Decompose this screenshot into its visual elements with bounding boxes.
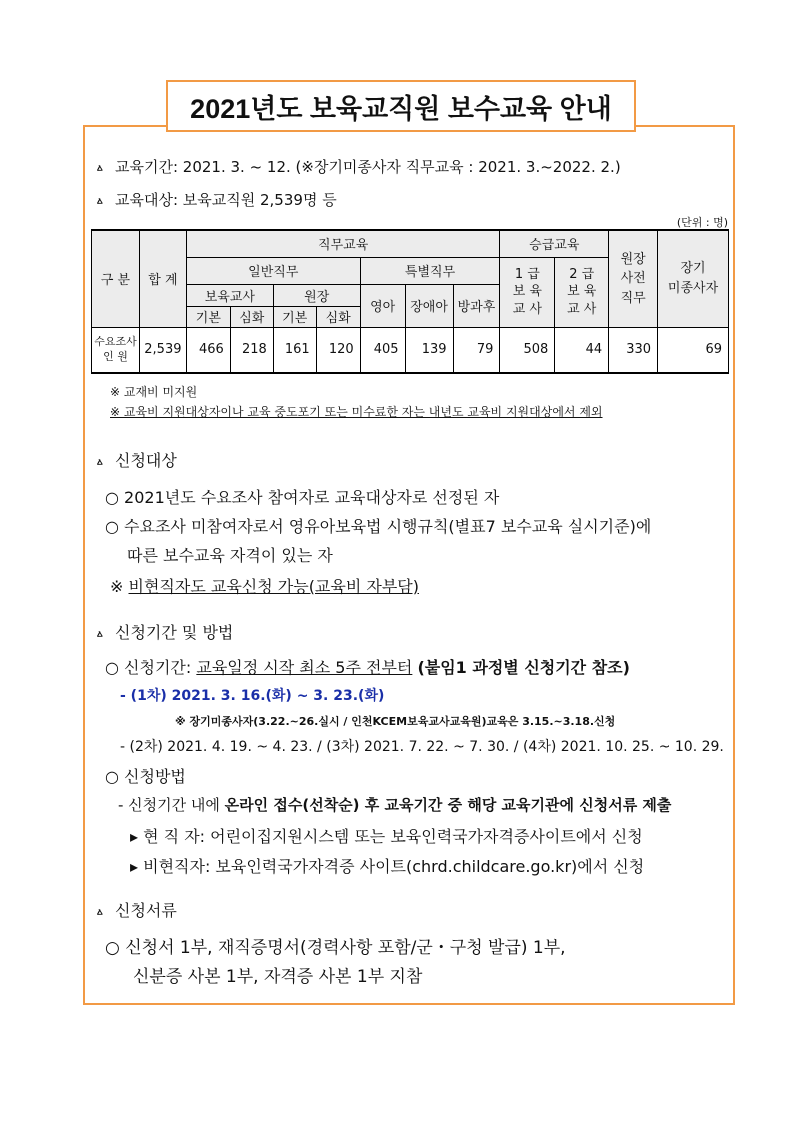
eligibility-item: ○ 수요조사 미참여자로서 영유아보육법 시행규칙(별표7 보수교육 실시기준)에 [105, 517, 652, 536]
header-director: 원장 [273, 284, 360, 306]
header-basic: 기본 [186, 306, 230, 327]
eligibility-item: ○ 2021년도 수요조사 참여자로 교육대상자로 선정된 자 [105, 488, 500, 507]
cell-value: 508 [500, 327, 555, 373]
section-title-application: ㅿ 신청기간 및 방법 [95, 623, 234, 642]
eligibility-item-cont: 따른 보수교육 자격이 있는 자 [127, 546, 333, 565]
header-basic: 기본 [273, 306, 316, 327]
rounds-2-4: - (2차) 2021. 4. 19. ~ 4. 23. / (3차) 2021. 7. 22. ~ 7. 30. / (4차) 2021. 10. 25. ~ 10. 29. [120, 739, 724, 755]
section-marker: ㅿ [95, 630, 105, 641]
cell-total: 2,539 [139, 327, 186, 373]
edu-period: 교육기간: 2021. 3. ~ 12. (※장기미종사자 직무교육 : 2021. 3.~2022. 2.) [115, 158, 621, 176]
cell-value: 161 [273, 327, 316, 373]
application-period: ○ 신청기간: 교육일정 시작 최소 5주 전부터 (붙임1 과정별 신청기간 참조) [105, 658, 630, 677]
round-1: - (1차) 2021. 3. 16.(화) ~ 3. 23.(화) [120, 688, 385, 704]
page-title: 2021년도 보육교직원 보수교육 안내 [166, 80, 636, 132]
cell-value: 466 [186, 327, 230, 373]
header-long-term: 장기 미종사자 [658, 230, 729, 327]
cell-value: 79 [453, 327, 500, 373]
section-marker: ㅿ [95, 458, 105, 469]
section-title-documents: ㅿ 신청서류 [95, 901, 177, 920]
header-director-prior: 원장 사전 직무 [609, 230, 658, 327]
documents-line-1: ○ 신청서 1부, 재직증명서(경력사항 포함/군・구청 발급) 1부, [105, 938, 566, 958]
header-promotion: 승급교육 [500, 230, 609, 257]
note-exclusion: ※ 교육비 지원대상자이나 교육 중도포기 또는 미수료한 자는 내년도 교육비 지원대상에서 제외 [110, 405, 603, 419]
trainee-table [91, 229, 729, 374]
cell-value: 69 [658, 327, 729, 373]
round-1-note: ※ 장기미종사자(3.22.~26.실시 / 인천KCEM보육교사교육원)교육은 3.15.~3.18.신청 [175, 715, 616, 728]
header-total: 합 계 [139, 230, 186, 327]
cell-value: 330 [609, 327, 658, 373]
note-textbook: ※ 교재비 미지원 [110, 385, 198, 399]
cell-value: 405 [360, 327, 405, 373]
edu-period-line [95, 156, 621, 177]
cell-value: 44 [555, 327, 609, 373]
documents-line-2: 신분증 사본 1부, 자격증 사본 1부 지참 [133, 967, 423, 987]
header-afterschool: 방과후 [453, 284, 500, 327]
cell-value: 218 [230, 327, 273, 373]
row-label: 수요조사 인 원 [92, 327, 140, 373]
edu-target: 교육대상: 보육교직원 2,539명 등 [115, 191, 337, 209]
header-teacher: 보육교사 [186, 284, 273, 306]
eligibility-note: ※ 비현직자도 교육신청 가능(교육비 자부담) [110, 577, 419, 596]
cell-value: 120 [316, 327, 360, 373]
cell-value: 139 [405, 327, 453, 373]
method-non-current: ▸ 비현직자: 보육인력국가자격증 사이트(chrd.childcare.go.kr)에서 신청 [130, 857, 645, 876]
header-special: 특별직무 [360, 257, 500, 284]
header-category: 구 분 [92, 230, 140, 327]
section-marker: ㅿ [95, 164, 105, 175]
header-disabled: 장애아 [405, 284, 453, 327]
header-grade1: 1 급 보 육 교 사 [500, 257, 555, 327]
header-advanced: 심화 [230, 306, 273, 327]
application-method: ○ 신청방법 [105, 767, 186, 786]
header-general: 일반직무 [186, 257, 360, 284]
section-marker: ㅿ [95, 197, 105, 208]
edu-target-line [95, 189, 337, 210]
unit-label: (단위 : 명) [676, 216, 728, 229]
header-infant: 영아 [360, 284, 405, 327]
method-current-staff: ▸ 현 직 자: 어린이집지원시스템 또는 보육인력국가자격증사이트에서 신청 [130, 827, 643, 846]
section-marker: ㅿ [95, 908, 105, 919]
section-title-eligibility: ㅿ 신청대상 [95, 451, 177, 470]
header-advanced: 심화 [316, 306, 360, 327]
method-detail: - 신청기간 내에 온라인 접수(선착순) 후 교육기간 중 해당 교육기관에 신청서류 제출 [118, 796, 672, 814]
table-row [92, 327, 729, 373]
header-grade2: 2 급 보 육 교 사 [555, 257, 609, 327]
header-duty: 직무교육 [186, 230, 500, 257]
